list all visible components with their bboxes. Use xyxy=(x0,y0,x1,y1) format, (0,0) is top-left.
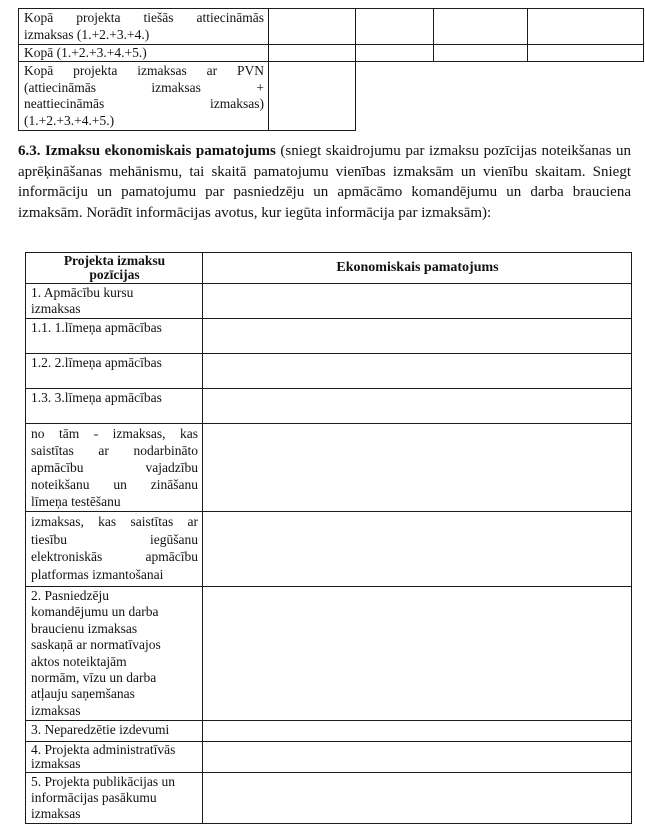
position-cell: 2. Pasniedzēju komandējumu un darba braucienu izmaksas saskaņā ar normatīvajos aktos noteiktajām normām, vīzu un darba atļauju saņemšanas izmaksas xyxy=(26,587,203,721)
row-label: Kopā projekta tiešās attiecināmās izmaksas (1.+2.+3.+4.) xyxy=(19,9,269,45)
justification-cell xyxy=(203,587,632,721)
justification-cell xyxy=(203,354,632,389)
justification-cell xyxy=(203,721,632,742)
header-row xyxy=(26,253,632,284)
row-label: Kopā projekta izmaksas ar PVN (attiecināmās izmaksas + neattiecināmās izmaksas) (1.+2.+3.+4.+5.) xyxy=(19,62,269,131)
section-heading: 6.3. Izmaksu ekonomiskais pamatojums xyxy=(18,143,276,159)
position-cell: 5. Projekta publikācijas un informācijas pasākumu izmaksas xyxy=(26,773,203,824)
position-cell: 1.3. 3.līmeņa apmācības xyxy=(26,389,203,424)
justification-cell xyxy=(203,773,632,824)
empty-cell xyxy=(528,9,644,45)
table-row xyxy=(26,424,632,512)
table-row xyxy=(26,587,632,721)
table-row xyxy=(26,773,632,824)
position-cell: 1.2. 2.līmeņa apmācības xyxy=(26,354,203,389)
justification-cell xyxy=(203,512,632,587)
column-header-justification: Ekonomiskais pamatojums xyxy=(203,253,632,284)
totals-row-kopa xyxy=(19,45,644,62)
totals-row-direct-eligible xyxy=(19,9,644,45)
table-row xyxy=(26,389,632,424)
row-label: Kopā (1.+2.+3.+4.+5.) xyxy=(19,45,269,62)
justification-cell xyxy=(203,319,632,354)
table-row xyxy=(26,319,632,354)
section-6-3-paragraph xyxy=(18,141,631,223)
empty-cell xyxy=(356,9,434,45)
totals-row-with-vat xyxy=(19,62,644,131)
table-row xyxy=(26,742,632,773)
empty-cell xyxy=(434,45,528,62)
justification-cell xyxy=(203,284,632,319)
column-header-positions: Projekta izmaksu pozīcijas xyxy=(26,253,203,284)
table-row xyxy=(26,354,632,389)
justification-cell xyxy=(203,389,632,424)
table-row xyxy=(26,721,632,742)
table-row xyxy=(26,284,632,319)
position-cell: 1. Apmācību kursu izmaksas xyxy=(26,284,203,319)
justification-cell xyxy=(203,742,632,773)
empty-cell xyxy=(269,45,356,62)
position-cell: izmaksas, kas saistītas ar tiesību iegūšanu elektroniskās apmācību platformas izmantošanai xyxy=(26,512,203,587)
justification-table xyxy=(25,252,632,824)
table-row xyxy=(26,512,632,587)
position-cell: 1.1. 1.līmeņa apmācības xyxy=(26,319,203,354)
totals-table xyxy=(18,8,644,131)
empty-cell xyxy=(434,9,528,45)
empty-cell xyxy=(356,45,434,62)
empty-cell xyxy=(269,62,356,131)
position-cell: no tām - izmaksas, kas saistītas ar nodarbināto apmācību vajadzību noteikšanu un zināšanu līmeņa testēšanu xyxy=(26,424,203,512)
position-cell: 3. Neparedzētie izdevumi xyxy=(26,721,203,742)
section-body-text: (sniegt skaidrojumu par izmaksu pozīcijas noteikšanas un aprēķināšanas mehānismu, tai skaitā pamatojumu vienības izmaksām un vienību skaitam. Sniegt informāciju un pamatojumu par pasniedzēju un apmācāmo komandējumu un darba brauciena izmaksām. Norādīt informācijas avotus, kur iegūta informācija par izmaksām): xyxy=(18,143,631,221)
position-cell: 4. Projekta administratīvās izmaksas xyxy=(26,742,203,773)
empty-cell xyxy=(528,45,644,62)
empty-cell xyxy=(269,9,356,45)
justification-cell xyxy=(203,424,632,512)
